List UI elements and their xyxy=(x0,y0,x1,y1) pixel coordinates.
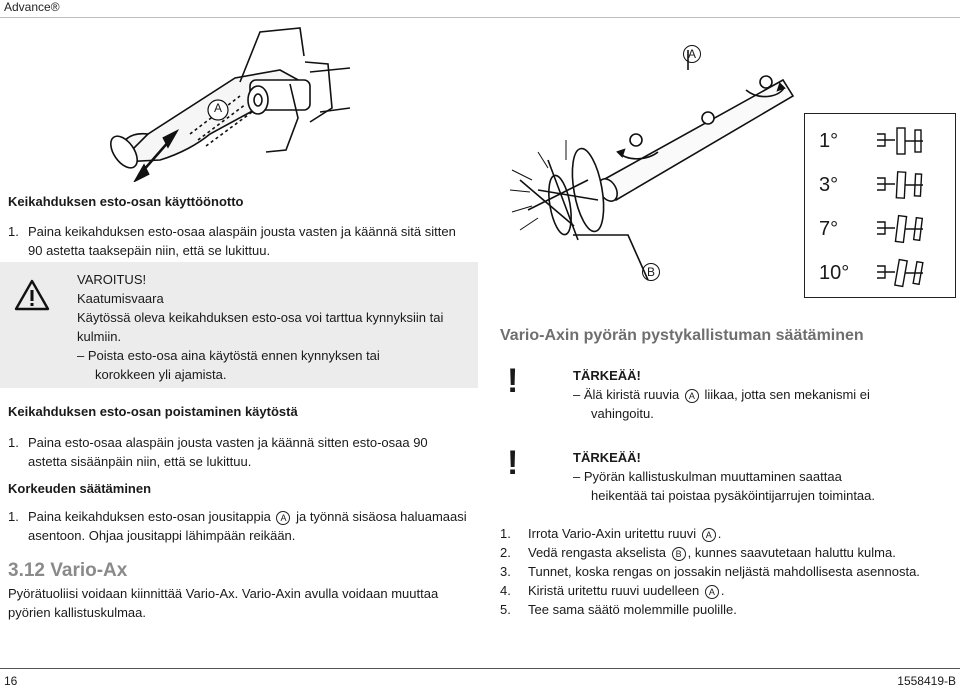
height-title: Korkeuden säätäminen xyxy=(8,481,152,496)
list-item: 4. Kiristä uritettu ruuvi uudelleen A . xyxy=(500,583,725,598)
vario-ax-illustration xyxy=(508,40,808,290)
important-1-title: TÄRKEÄÄ! xyxy=(573,368,641,383)
circled-a-label: A xyxy=(276,511,290,525)
figure-label-b: B xyxy=(642,263,660,281)
figure-label-a-left: A xyxy=(213,101,222,115)
camber-angle-box xyxy=(804,113,956,298)
important-1-block xyxy=(573,366,953,423)
engage-step xyxy=(8,222,478,260)
brand-header: Advance® xyxy=(4,0,60,14)
section-title: 3.12 Vario-Ax xyxy=(8,560,128,581)
remove-step-text: Paina esto-osaa alaspäin jousta vasten ja käännä sitten esto-osaa 90 astetta sisäänpäin niin, että se lukittuu. xyxy=(28,435,428,469)
height-step-number: 1. xyxy=(8,509,19,524)
circled-a-label: A xyxy=(702,528,716,542)
list-item: 1. Irrota Vario-Axin uritettu ruuvi A . xyxy=(500,526,722,541)
remove-step-number: 1. xyxy=(8,435,19,450)
height-step-text-wrap xyxy=(28,507,468,545)
warning-text: Käytössä oleva keikahduksen esto-osa voi tarttua kynnyksiin tai kulmiin. xyxy=(77,310,444,344)
engage-title: Keikahduksen esto-osan käyttöönotto xyxy=(8,194,244,209)
important-1-text-b: liikaa, jotta sen mekanismi ei xyxy=(704,387,870,402)
height-step xyxy=(8,507,478,545)
section-text: Pyörätuoliisi voidaan kiinnittää Vario-Ax. Vario-Axin avulla voidaan muuttaa pyörien kallistuskulmaa. xyxy=(8,586,439,620)
footer-divider xyxy=(0,668,960,669)
remove-step xyxy=(8,433,478,471)
warning-title: VAROITUS! xyxy=(77,272,147,287)
list-item: 3. Tunnet, koska rengas on jossakin neljästä mahdollisesta asennosta. xyxy=(500,564,920,579)
angle-3: 3° xyxy=(819,174,839,196)
important-1-line xyxy=(573,385,953,404)
engage-step-text: Paina keikahduksen esto-osaa alaspäin jousta vasten ja käännä sitä sitten 90 astetta taaksepäin niin, että se lukittuu. xyxy=(28,224,456,258)
height-step-text-b: ja työnnä sisäosa haluamaasi asentoon. Ohjaa jousitappi lähimpään reikään. xyxy=(28,509,467,543)
warning-triangle-icon xyxy=(14,279,50,311)
steps-list xyxy=(500,524,955,619)
important-1-text-a: – Älä kiristä ruuvia xyxy=(573,387,680,402)
important-2-block xyxy=(573,448,953,505)
important-2-mark: ! xyxy=(507,444,519,482)
circled-a-label: A xyxy=(705,585,719,599)
remove-title: Keikahduksen esto-osan poistaminen käytöstä xyxy=(8,404,298,419)
warning-dash-line-cont: korokkeen yli ajamista. xyxy=(95,367,227,382)
circled-b-label: B xyxy=(672,547,686,561)
angle-1: 1° xyxy=(819,130,839,152)
list-item: 5. Tee sama säätö molemmille puolille. xyxy=(500,602,737,617)
important-1-mark: ! xyxy=(507,362,519,400)
important-2-title: TÄRKEÄÄ! xyxy=(573,450,641,465)
important-2-text-a: – Pyörän kallistuskulman muuttaminen saattaa xyxy=(573,469,842,484)
angle-10: 10° xyxy=(819,262,850,284)
header-divider xyxy=(0,17,960,18)
figure-label-a-right: A xyxy=(683,45,701,63)
list-item: 2. Vedä rengasta akselista B , kunnes saavutetaan haluttu kulma. xyxy=(500,545,896,560)
wheel-angle-icons xyxy=(875,120,953,292)
warning-text-block xyxy=(77,270,472,384)
important-1-text-c: vahingoitu. xyxy=(591,406,654,421)
vario-title: Vario-Axin pyörän pystykallistuman säätäminen xyxy=(500,327,864,344)
angle-7: 7° xyxy=(819,218,839,240)
page-number: 16 xyxy=(4,674,18,688)
document-number: 1558419-B xyxy=(897,674,956,688)
warning-subtitle: Kaatumisvaara xyxy=(77,291,164,306)
height-step-text-a: Paina keikahduksen esto-osan jousitappia xyxy=(28,509,271,524)
warning-dash-line: – Poista esto-osa aina käytöstä ennen kynnyksen tai xyxy=(77,348,380,363)
important-2-text-b: heikentää tai poistaa pysäköintijarrujen toimintaa. xyxy=(591,488,876,503)
engage-step-number: 1. xyxy=(8,224,19,239)
circled-a-label: A xyxy=(685,389,699,403)
